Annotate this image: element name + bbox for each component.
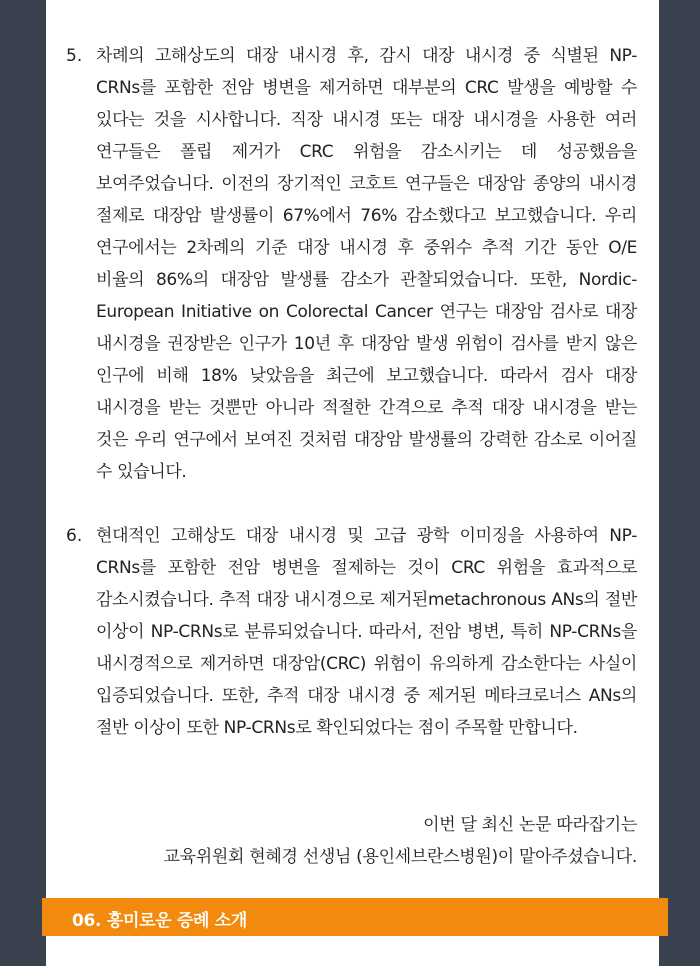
credit-line-1: 이번 달 최신 논문 따라잡기는: [423, 815, 637, 835]
list-item: [46, 520, 659, 744]
credit-line-2: 교육위원회 현혜경 선생님 (용인세브란스병원)이 맡아주셨습니다.: [163, 847, 637, 867]
item-text: 차례의 고해상도의 대장 내시경 후, 감시 대장 내시경 중 식별된 NP-CRNs를 포함한 전암 병변을 제거하면 대부분의 CRC 발생을 예방할 수 있다는 것을 시사합니다. 직장 내시경 또는 대장 내시경을 사용한 여러 연구들은 폴립 제거가 CRC 위험을 감소시키는 데 성공했음을 보여주었습니다. 이전의 장기적인 코호트 연구들은 대장암 종양의 내시경 절제로 대장암 발생률이 67%에서 76% 감소했다고 보고했습니다. 우리 연구에서는 2차례의 기준 대장 내시경 후 중위수 추적 기간 동안 O/E 비율의 86%의 대장암 발생률 감소가 관찰되었습니다. 또한, Nordic-European Initiative on Colorectal Cancer 연구는 대장암 검사로 대장 내시경을 권장받은 인구가 10년 후 대장암 발생 위험이 검사를 받지 않은 인구에 비해 18% 낮았음을 최근에 보고했습니다. 따라서 검사 대장 내시경을 받는 것뿐만 아니라 적절한 간격으로 추적 대장 내시경을 받는 것은 우리 연구에서 보여진 것처럼 대장암 발생률의 강력한 감소로 이어질 수 있습니다.: [96, 46, 637, 482]
item-number: 5.: [66, 46, 83, 66]
list-item: [46, 40, 659, 488]
section-header: [42, 898, 668, 936]
document-page: [46, 0, 659, 966]
item-text: 현대적인 고해상도 대장 내시경 및 고급 광학 이미징을 사용하여 NP-CRNs를 포함한 전암 병변을 절제하는 것이 CRC 위험을 효과적으로 감소시켰습니다. 추적 대장 내시경으로 제거된metachronous ANs의 절반 이상이 NP-CRNs로 분류되었습니다. 따라서, 전암 병변, 특히 NP-CRNs을 내시경적으로 제거하면 대장암(CRC) 위험이 유의하게 감소한다는 사실이 입증되었습니다. 또한, 추적 대장 내시경 중 제거된 메타크로너스 ANs의 절반 이상이 또한 NP-CRNs로 확인되었다는 점이 주목할 만합니다.: [96, 526, 637, 738]
item-number: 6.: [66, 526, 83, 546]
next-text-fragment: [74, 958, 634, 966]
section-title: 06. 흥미로운 증례 소개: [72, 911, 248, 931]
